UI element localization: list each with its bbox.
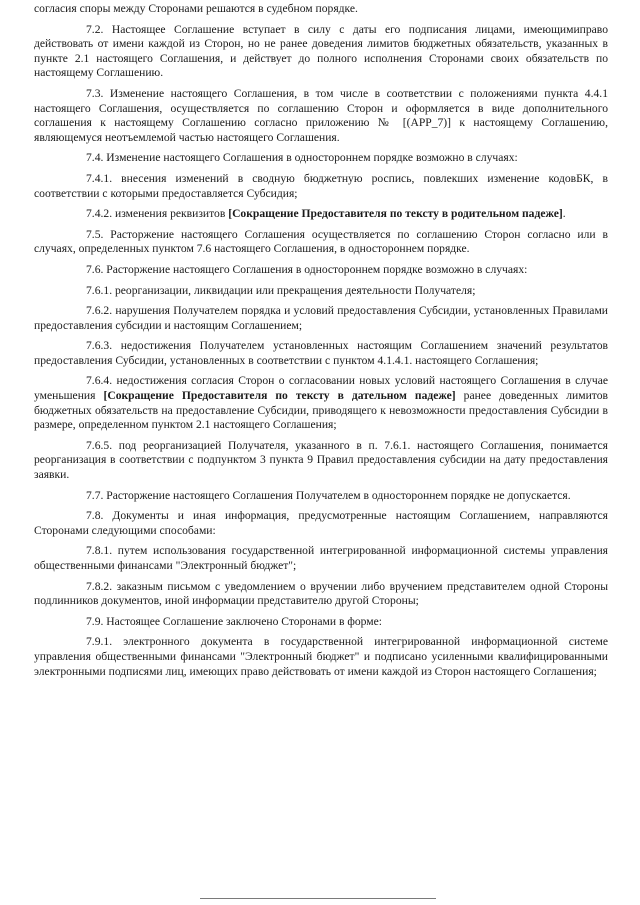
- paragraph-7-1-end: согласия споры между Сторонами решаются в судебном порядке.: [34, 2, 358, 15]
- placeholder-dative: [Сокращение Предоставителя по тексту в дательном падеже]: [103, 389, 456, 403]
- paragraph-7-4-1: 7.4.1. внесения изменений в сводную бюджетную роспись, повлекших изменение кодовБК, в соответствии с которыми предоставляется Субсидия;: [34, 171, 608, 200]
- paragraph-7-6-5: 7.6.5. под реорганизацией Получателя, указанного в п. 7.6.1. настоящего Соглашения, понимается реорганизация в соответствии с подпунктом 3 пункта 9 Правил предоставления субсидии на дату предоставления заявки.: [34, 438, 608, 482]
- agreement-text: [34, 2, 608, 679]
- paragraph-7-6: 7.6. Расторжение настоящего Соглашения в одностороннем порядке возможно в случаях:: [86, 262, 528, 276]
- paragraph-7-8: 7.8. Документы и иная информация, предусмотренные настоящим Соглашением, направляются Сторонами следующими способами:: [34, 509, 608, 537]
- paragraph-7-5: 7.5. Расторжение настоящего Соглашения осуществляется по соглашению Сторон согласно или в случаях, определенных пунктом 7.6 настоящего Соглашения, в одностороннем порядке.: [34, 227, 608, 256]
- paragraph-7-8-1: 7.8.1. путем использования государственной интегрированной информационной системы управления общественными финансами "Электронный бюджет";: [34, 544, 608, 572]
- paragraph-7-3: 7.3. Изменение настоящего Соглашения, в том числе в соответствии с положениями пункта 4.4.1 настоящего Соглашения, осуществляется по соглашению Сторон и оформляется в виде дополнительного соглашения к настоящему Соглашению согласно приложению № [(APP_7)] к настоящему Соглашению, являющемуся неотъемлемой частью настоящего Соглашения.: [34, 86, 608, 144]
- paragraph-7-9: 7.9. Настоящее Соглашение заключено Сторонами в форме:: [86, 614, 382, 628]
- paragraph-7-6-4: 7.6.4. недостижения согласия Сторон о согласовании новых условий настоящего Соглашения в случае уменьшения [Сокращение Предоставителя по тексту в дательном падеже] ранее доведенных лимитов бюджетных обязательств на предоставление Субсидии, приводящего к невозможности предоставления Субсидии в размере, определенном пунктом 2.1 настоящего Соглашения;: [34, 374, 608, 432]
- footnote-separator: [200, 898, 436, 899]
- paragraph-7-6-2: 7.6.2. нарушения Получателем порядка и условий предоставления Субсидии, установленных Правилами предоставления субсидии и настоящим Соглашением;: [34, 304, 608, 332]
- paragraph-7-8-2: 7.8.2. заказным письмом с уведомлением о вручении либо вручением представителем одной Стороны подлинников документов, иной информации представителю другой Стороны;: [34, 579, 608, 608]
- paragraph-7-6-1: 7.6.1. реорганизации, ликвидации или прекращения деятельности Получателя;: [86, 283, 476, 297]
- paragraph-7-7: 7.7. Расторжение настоящего Соглашения Получателем в одностороннем порядке не допускается.: [86, 488, 571, 502]
- paragraph-7-2: 7.2. Настоящее Соглашение вступает в силу с даты его подписания лицами, имеющимиправо действовать от имени каждой из Сторон, но не ранее доведения лимитов бюджетных обязательств, указанных в пункте 2.1 настоящего Соглашения, и действует до полного исполнения Сторонами своих обязательств по настоящему Соглашению.: [34, 22, 608, 80]
- placeholder-genitive: [Сокращение Предоставителя по тексту в родительном падеже]: [228, 207, 563, 221]
- paragraph-7-4: 7.4. Изменение настоящего Соглашения в одностороннем порядке возможно в случаях:: [86, 151, 518, 165]
- paragraph-7-6-3: 7.6.3. недостижения Получателем установленных настоящим Соглашением значений результатов предоставления Субсидии, установленных в соответствии с пунктом 4.1.4.1. настоящего Соглашения;: [34, 339, 608, 367]
- paragraph-7-4-2: 7.4.2. изменения реквизитов [Сокращение Предоставителя по тексту в родительном падеже].: [86, 207, 566, 221]
- paragraph-7-9-1: 7.9.1. электронного документа в государственной интегрированной информационной системе управления общественными финансами "Электронный бюджет" и подписано усиленными квалифицированными электронными подписями лиц, имеющих право действовать от имени каждой из Сторон настоящего Соглашения;: [34, 635, 608, 678]
